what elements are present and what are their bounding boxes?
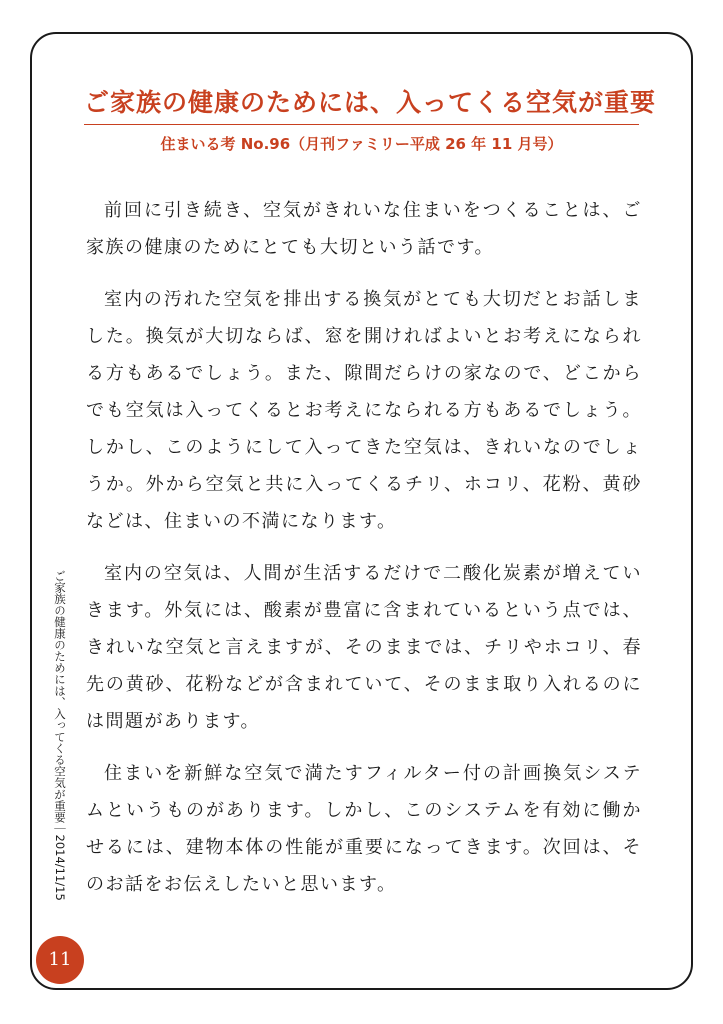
article-title: ご家族の健康のためには、入ってくる空気が重要 [84,88,657,117]
article-subtitle: 住まいる考 No.96（月刊ファミリー平成 26 年 11 月号） [160,135,563,153]
article-body [86,192,642,918]
paragraph-3: 室内の空気は、人間が生活するだけで二酸化炭素が増えていきます。外気には、酸素が豊富に含まれているという点では、きれいな空気と言えますが、そのままでは、チリやホコリ、春先の黄砂、花粉などが含まれていて、そのまま取り入れるのには問題があります。 [86,563,642,732]
paragraph-4: 住まいを新鮮な空気で満たすフィルター付の計画換気システムというものがあります。しかし、このシステムを有効に働かせるには、建物本体の性能が重要になってきます。次回は、そのお話をお伝えしたいと思います。 [86,763,642,895]
title-underline [84,124,639,125]
vertical-side-label: ご家族の健康のためには、入ってくる空気が重要｜2014/11/15 [53,570,67,901]
paragraph-1: 前回に引き続き、空気がきれいな住まいをつくることは、ご家族の健康のためにとても大切という話です。 [86,200,642,258]
paragraph-2: 室内の汚れた空気を排出する換気がとても大切だとお話しました。換気が大切ならば、窓を開ければよいとお考えになられる方もあるでしょう。また、隙間だらけの家なので、どこからでも空気は入ってくるとお考えになられる方もあるでしょう。しかし、このようにして入ってきた空気は、きれいなのでしょうか。外から空気と共に入ってくるチリ、ホコリ、花粉、黄砂などは、住まいの不満になります。 [86,289,642,532]
page-number-badge: 11 [36,936,84,984]
